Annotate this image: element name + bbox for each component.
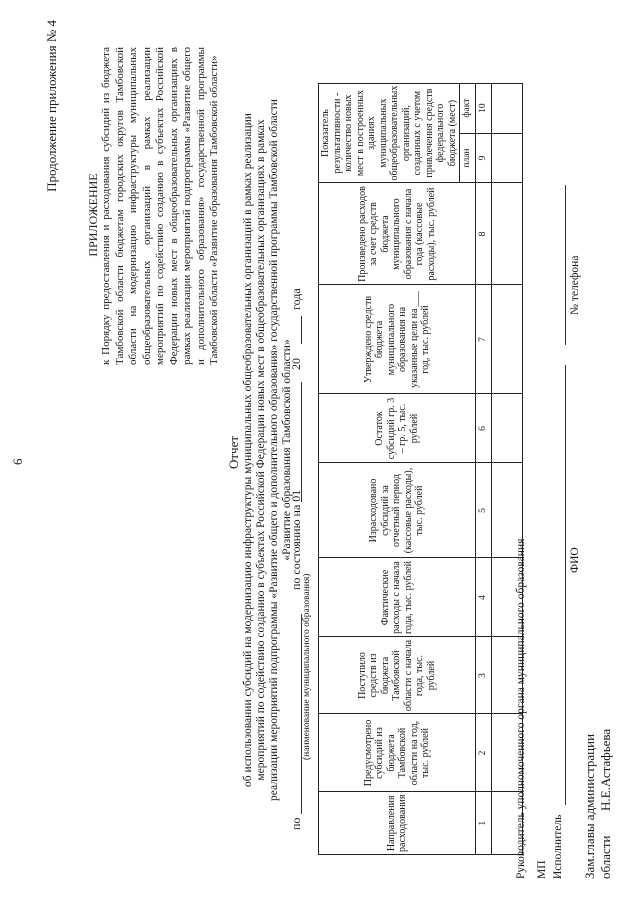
header-spent-subsidies: Израсходовано субсидий за отчетный период (кассовые расходы), тыс. рублей: [319, 463, 476, 558]
municipality-name-hint: (наименование муниципального образования): [302, 573, 312, 760]
column-number: 10: [476, 83, 492, 133]
table-cell[interactable]: [492, 285, 523, 394]
report-table: [318, 83, 523, 855]
column-number: 2: [476, 714, 492, 792]
table-cell[interactable]: [492, 133, 523, 183]
header-remaining-subsidies: Остаток субсидий гр. 3 – гр. 5, тыс. рублей: [319, 394, 476, 463]
year-prefix: 20: [289, 358, 303, 370]
date-field[interactable]: [301, 382, 302, 502]
column-number: 5: [476, 463, 492, 558]
header-approved-municipal-funds: Утверждено средств бюджета муниципального образования на указанные цели на ___ год, тыс. рублей: [319, 285, 476, 394]
seal-label: МП: [536, 860, 548, 879]
as-of-label: по состоянию на 01: [289, 489, 303, 590]
deputy-position-region: области: [598, 835, 613, 879]
table-cell[interactable]: [492, 394, 523, 463]
subheader-fact: факт: [460, 83, 476, 133]
column-number: 6: [476, 394, 492, 463]
column-number: 9: [476, 133, 492, 183]
fio-label: ФИО: [569, 547, 581, 573]
head-of-authority-label: Руководитель уполномоченного органа муниципального образования: [515, 538, 527, 879]
report-subtitle-line-1: об использовании субсидий на модернизацию инфраструктуры муниципальных общеобразовательных организаций в рамках реализации: [242, 113, 254, 787]
phone-line[interactable]: [565, 185, 566, 345]
report-subtitle-line-4: «Развитие образования Тамбовской области»: [281, 339, 293, 561]
report-subtitle-line-2: мероприятий по содействию созданию в субъектах Российской Федерации новых мест в общеобразовательных организациях в рамках: [255, 119, 267, 781]
header-municipal-expenses: Произведено расходов за счет средств бюджета муниципального образования с начала года (кассовые расходы), тыс. рублей: [319, 183, 476, 285]
continuation-label: Продолжение приложения № 4: [44, 20, 59, 192]
column-number: 3: [476, 637, 492, 714]
column-number: 4: [476, 558, 492, 637]
header-received-funds: Поступило средств из бюджета Тамбовской области с начала года, тыс. рублей: [319, 637, 476, 714]
deputy-name: Н.Е.Астафьева: [598, 728, 613, 811]
header-performance-indicator: Показатель результативности - количество новых мест в построенных зданиях муниципальных общеобразовательных организаций, созданных с учетом привлечения средств федерального бюджета (мест): [319, 83, 460, 183]
report-subtitle-line-3: реализации мероприятий подпрограммы «Развитие общего и дополнительного образования» государственной программы Тамбовской области: [268, 99, 280, 801]
appendix-text: к Порядку предоставления и расходования субсидий из бюджета Тамбовской области бюджетам городских округов Тамбовской области на модернизацию инфраструктуры муниципальных общеобразовательных организаций в рамках реализации мероприятий по содействию созданию в субъектах Российской Федерации новых мест в общеобразовательных организациях в рамках реализации мероприятий подпрограммы «Развитие общего и дополнительного образования» государственной программы Тамбовской области «Развитие образования Тамбовской области»: [100, 47, 220, 365]
table-cell[interactable]: [492, 183, 523, 285]
header-planned-subsidies: Предусмотрено субсидий из бюджета Тамбовской области на год, тыс. рублей: [319, 714, 476, 792]
page-number: 6: [10, 458, 25, 465]
appendix-title: ПРИЛОЖЕНИЕ: [86, 173, 100, 257]
column-number: 8: [476, 183, 492, 285]
year-field[interactable]: [301, 316, 302, 344]
by-label: по: [289, 817, 303, 830]
report-title: Отчет: [226, 435, 241, 470]
executor-signature-line[interactable]: [565, 365, 566, 805]
column-number: 1: [476, 792, 492, 855]
header-directions: Направления расходования: [319, 792, 476, 855]
deputy-position: Зам.главы администрации: [582, 733, 597, 879]
subheader-plan: план: [460, 133, 476, 183]
column-number: 7: [476, 285, 492, 394]
executor-label: Исполнитель: [552, 814, 564, 879]
year-suffix: года: [289, 288, 303, 310]
phone-label: № телефона: [569, 255, 581, 315]
table-cell[interactable]: [492, 83, 523, 133]
header-actual-expenses: Фактические расходы с начала года, тыс. рублей: [319, 558, 476, 637]
